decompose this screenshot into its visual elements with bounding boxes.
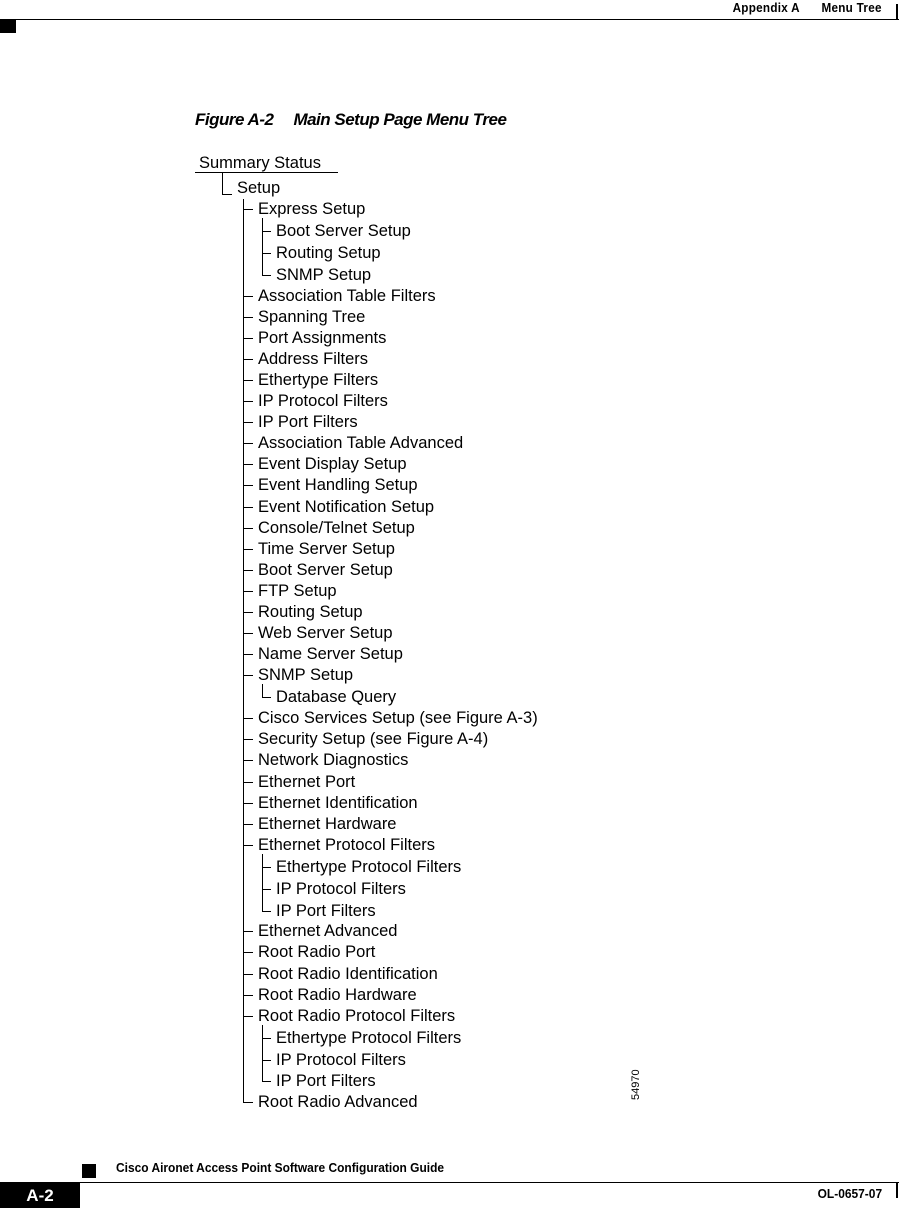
- tree-item: Console/Telnet Setup: [258, 518, 415, 537]
- tree-item: Root Radio Port: [258, 943, 376, 962]
- tree-connector: [243, 464, 253, 465]
- tree-item: Spanning Tree: [258, 307, 366, 326]
- footer-guide-title: Cisco Aironet Access Point Software Configuration Guide: [116, 1160, 445, 1175]
- figure-label: Figure A-2: [195, 110, 274, 129]
- tree-connector: [243, 209, 253, 210]
- tree-connector: [262, 231, 271, 232]
- tree-subitem: Ethertype Protocol Filters: [276, 857, 462, 876]
- tree-subitem: IP Port Filters: [276, 1072, 376, 1091]
- tree-connector: [243, 549, 253, 550]
- footer-rule: [0, 1182, 899, 1183]
- tree-connector: [262, 1060, 271, 1061]
- header-corner-block: [0, 20, 16, 33]
- tree-connector: [262, 1038, 271, 1039]
- tree-item: FTP Setup: [258, 581, 337, 600]
- tree-item: Root Radio Hardware: [258, 985, 417, 1004]
- tree-connector: [243, 824, 253, 825]
- tree-item: Root Radio Identification: [258, 964, 438, 983]
- tree-item: Event Notification Setup: [258, 497, 435, 516]
- figure-id: 54970: [630, 1069, 642, 1100]
- tree-item: Express Setup: [258, 200, 366, 218]
- tree-connector: [243, 633, 253, 634]
- tree-subitem: Database Query: [276, 688, 397, 707]
- tree-connector: [222, 194, 232, 195]
- footer-corner-block: [82, 1164, 96, 1178]
- running-header: [733, 0, 882, 15]
- tree-item: Ethernet Hardware: [258, 814, 397, 833]
- tree-connector: [243, 675, 253, 676]
- tree-connector: [243, 401, 253, 402]
- tree-subitem: IP Protocol Filters: [276, 879, 406, 898]
- tree-item: Root Radio Protocol Filters: [258, 1006, 456, 1025]
- tree-connector: [243, 507, 253, 508]
- tree-item: Root Radio Advanced: [258, 1093, 418, 1112]
- header-right-tick: [896, 4, 898, 20]
- tree-connector: [243, 528, 253, 529]
- tree-connector: [243, 591, 253, 592]
- tree-connector: [262, 684, 263, 698]
- tree-item: Cisco Services Setup (see Figure A-3): [258, 709, 538, 728]
- tree-connector: [262, 253, 271, 254]
- tree-subitem: Routing Setup: [276, 243, 381, 262]
- tree-subitem: Boot Server Setup: [276, 222, 411, 241]
- tree-item: Port Assignments: [258, 328, 387, 347]
- tree-connector: [243, 612, 253, 613]
- tree-connector: [243, 952, 253, 953]
- tree-connector: [262, 697, 271, 698]
- tree-item: Address Filters: [258, 349, 369, 368]
- tree-item: Boot Server Setup: [258, 560, 393, 579]
- tree-item: Ethernet Protocol Filters: [258, 835, 435, 854]
- tree-item: Event Handling Setup: [258, 476, 418, 495]
- tree-item: Event Display Setup: [258, 455, 407, 474]
- tree-subitem: Ethertype Protocol Filters: [276, 1028, 462, 1047]
- tree-item: Association Table Advanced: [258, 434, 464, 453]
- tree-connector: [262, 275, 271, 276]
- tree-connector: [243, 739, 253, 740]
- tree-item: Routing Setup: [258, 603, 363, 621]
- tree-connector: [243, 359, 253, 360]
- tree-item: Web Server Setup: [258, 624, 393, 643]
- tree-connector: [243, 845, 253, 846]
- tree-connector: [243, 654, 253, 655]
- tree-connector: [243, 443, 253, 444]
- tree-subitem: SNMP Setup: [276, 265, 372, 284]
- header-rule: [0, 19, 899, 20]
- tree-connector: [243, 338, 253, 339]
- tree-connector: [262, 911, 271, 912]
- tree-connector: [243, 931, 253, 932]
- tree-connector: [243, 760, 253, 761]
- tree-connector: [262, 889, 271, 890]
- tree-item: Network Diagnostics: [258, 751, 409, 770]
- footer-doc-number: OL-0657-07: [817, 1186, 882, 1201]
- tree-item: Time Server Setup: [258, 539, 395, 558]
- tree-item: Association Table Filters: [258, 286, 436, 305]
- tree-item: Ethernet Advanced: [258, 922, 398, 941]
- figure-caption: [195, 110, 506, 130]
- tree-item: IP Port Filters: [258, 413, 358, 432]
- tree-connector: [243, 1016, 253, 1017]
- tree-item: Ethernet Identification: [258, 793, 418, 812]
- tree-connector: [243, 803, 253, 804]
- tree-connector: [262, 218, 263, 276]
- tree-connector: [243, 782, 253, 783]
- tree-connector: [243, 718, 253, 719]
- tree-connector: [243, 317, 253, 318]
- tree-item: Ethernet Port: [258, 772, 356, 791]
- tree-connector: [262, 867, 271, 868]
- tree-item: Ethertype Filters: [258, 370, 379, 389]
- tree-connector: [243, 380, 253, 381]
- header-title: Menu Tree: [821, 0, 882, 15]
- tree-item: IP Protocol Filters: [258, 392, 388, 410]
- figure-title: Main Setup Page Menu Tree: [293, 110, 507, 129]
- tree-connector: [243, 199, 244, 1103]
- footer-right-tick: [896, 1183, 898, 1198]
- tree-root: Summary Status: [199, 154, 321, 172]
- tree-item: SNMP Setup: [258, 666, 354, 685]
- tree-connector: [262, 1081, 271, 1082]
- tree-connector: [262, 1025, 263, 1083]
- tree-connector: [262, 854, 263, 912]
- tree-connector: [243, 296, 253, 297]
- tree-subitem: IP Port Filters: [276, 901, 376, 920]
- tree-item-setup: Setup: [237, 179, 281, 197]
- header-section: Appendix A: [732, 0, 801, 15]
- tree-connector: [243, 1102, 253, 1103]
- tree-item: Name Server Setup: [258, 645, 403, 664]
- tree-subitem: IP Protocol Filters: [276, 1050, 406, 1069]
- tree-root-underline: [195, 172, 338, 173]
- tree-connector: [243, 422, 253, 423]
- tree-connector: [222, 173, 223, 195]
- tree-connector: [243, 485, 253, 486]
- tree-connector: [243, 995, 253, 996]
- page-number: A-2: [0, 1183, 80, 1208]
- tree-connector: [243, 974, 253, 975]
- tree-connector: [243, 570, 253, 571]
- tree-item: Security Setup (see Figure A-4): [258, 730, 489, 749]
